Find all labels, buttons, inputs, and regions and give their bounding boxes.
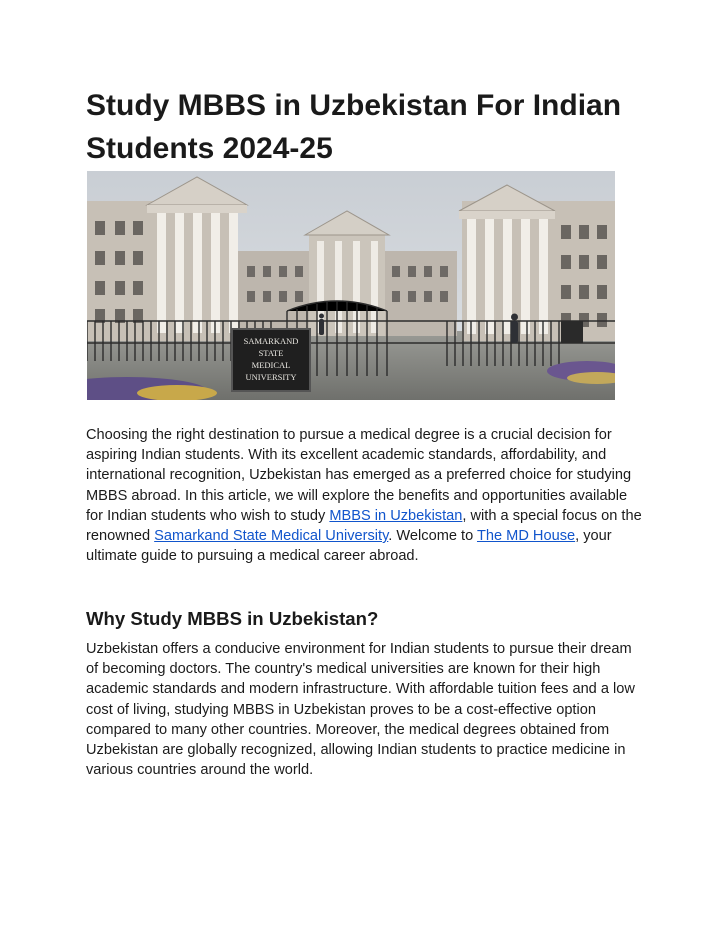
intro-text-4: , your ultimate guide to pursuing a medical career abroad.	[86, 528, 612, 565]
link-mbbs-in-uzbekistan[interactable]: MBBS in Uzbekistan	[329, 507, 463, 524]
link-samarkand-state-medical-university[interactable]: Samarkand State Medical University	[154, 528, 389, 545]
small-sign	[561, 321, 583, 343]
sign-line-1: SAMARKAND	[243, 336, 299, 346]
university-photo	[87, 171, 615, 400]
page-title: Study MBBS in Uzbekistan For Indian Students 2024-25	[86, 89, 622, 165]
university-sign	[232, 329, 310, 391]
section-heading: Why Study MBBS in Uzbekistan?	[86, 608, 379, 629]
left-building	[87, 177, 247, 341]
intro-text-1: Choosing the right destination to pursue a medical degree is a crucial decision for aspiring Indian students. With its excellent academic standards, affordability, and international recognition, Uzbekistan has emerged as a preferred choice for studying MBBS abroad. In this article, we will explore the benefits and opportunities available for Indian students who wish to study	[86, 427, 632, 524]
right-building	[459, 185, 615, 341]
sign-line-3: MEDICAL	[251, 360, 291, 370]
intro-paragraph	[86, 425, 646, 566]
link-the-md-house[interactable]: The MD House	[476, 528, 576, 545]
section-paragraph: Uzbekistan offers a conducive environment for Indian students to pursue their dream of becoming doctors. The country's medical universities are known for their high academic standards and modern infrastructure. With affordable tuition fees and a low cost of living, studying MBBS in Uzbekistan proves to be a cost-effective option compared to many other countries. Moreover, the medical degrees obtained from Uzbekistan are globally recognized, allowing Indian students to practice medicine in various countries around the world.	[86, 641, 635, 779]
intro-text-2: , with a special focus on the renowned	[86, 507, 642, 545]
sign-line-4: UNIVERSITY	[245, 372, 297, 382]
intro-text-3: . Welcome to	[388, 528, 477, 545]
sign-line-2: STATE	[258, 348, 284, 358]
